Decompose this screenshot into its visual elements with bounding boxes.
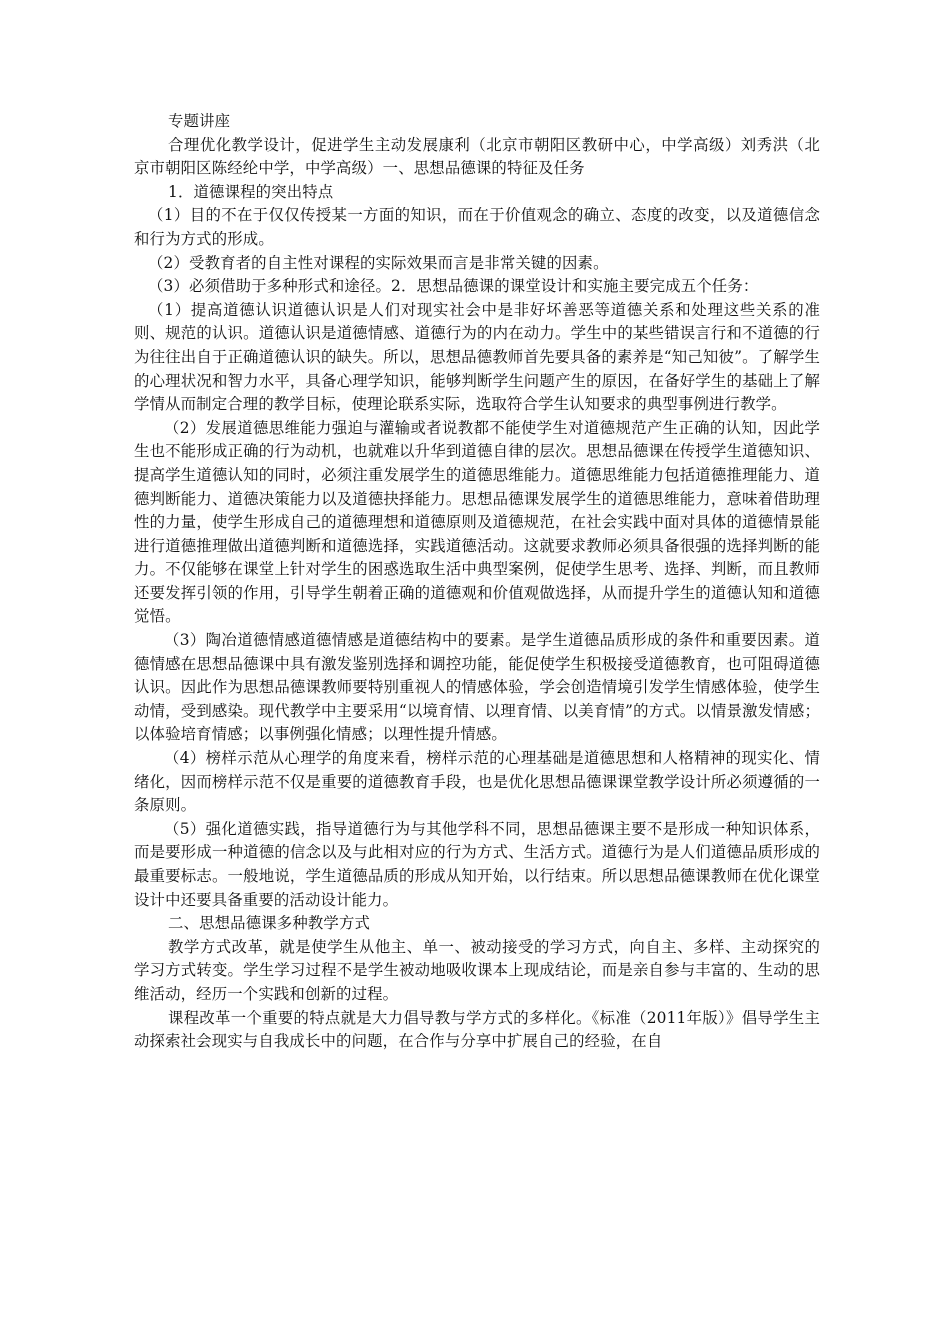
body-paragraph: （2）发展道德思维能力强迫与灌输或者说教都不能使学生对道德规范产生正确的认知，因此学生也不能形成正确的行为动机，也就难以升华到道德自律的层次。思想品德课在传授学生道德知识、提高学生道德认知的同时，必须注重发展学生的道德思维能力。道德思维能力包括道德推理能力、道德判断能力、道德决策能力以及道德抉择能力。思想品德课发展学生的道德思维能力，意味着借助理性的力量，使学生形成自己的道德理想和道德原则及道德规范，在社会实践中面对具体的道德情景能进行道德推理做出道德判断和道德选择，实践道德活动。这就要求教师必须具备很强的选择判断的能力。不仅能够在课堂上针对学生的困惑选取生活中典型案例，促使学生思考、选择、判断，而且教师还要发挥引领的作用，引导学生朝着正确的道德观和价值观做选择，从而提升学生的道德认知和道德觉悟。	[134, 418, 820, 626]
body-paragraph: （5）强化道德实践，指导道德行为与其他学科不同，思想品德课主要不是形成一种知识体系，而是要形成一种道德的信念以及与此相对应的行为方式、生活方式。道德行为是人们道德品质形成的最重要标志。一般地说，学生道德品质的形成从知开始，以行结束。所以思想品德课教师在优化课堂设计中还要具备重要的活动设计能力。	[134, 819, 820, 909]
body-paragraph: （4）榜样示范从心理学的角度来看，榜样示范的心理基础是道德思想和人格精神的现实化、情绪化，因而榜样示范不仅是重要的道德教育手段，也是优化思想品德课课堂教学设计所必须遵循的一条原则。	[134, 749, 820, 815]
body-paragraph: 教学方式改革，就是使学生从他主、单一、被动接受的学习方式，向自主、多样、主动探究的学习方式转变。学生学习过程不是学生被动地吸收课本上现成结论，而是亲自参与丰富的、生动的思维活动，经历一个实践和创新的过程。	[134, 937, 820, 1003]
body-paragraph: （2）受教育者的自主性对课程的实际效果而言是非常关键的因素。	[148, 253, 609, 272]
document-title-paragraph: 合理优化教学设计，促进学生主动发展康利（北京市朝阳区教研中心，中学高级）刘秀洪（北京市朝阳区陈经纶中学，中学高级）一、思想品德课的特征及任务	[134, 135, 820, 178]
body-paragraph: （3）陶冶道德情感道德情感是道德结构中的要素。是学生道德品质形成的条件和重要因素。道德情感在思想品德课中具有激发鉴别选择和调控功能，能促使学生积极接受道德教育，也可阻碍道德认识。因此作为思想品德课教师要特别重视人的情感体验，学会创造情境引发学生情感体验，使学生动情，受到感染。现代教学中主要采用“以境育情、以理育情、以美育情”的方式。以情景激发情感；以体验培育情感；以事例强化情感；以理性提升情感。	[134, 631, 820, 744]
body-paragraph: （1）目的不在于仅仅传授某一方面的知识，而在于价值观念的确立、态度的改变，以及道德信念和行为方式的形成。	[134, 206, 820, 248]
body-paragraph: （1）提高道德认识道德认识是人们对现实社会中是非好坏善恶等道德关系和处理这些关系的准则、规范的认识。道德认识是道德情感、道德行为的内在动力。学生中的某些错误言行和不道德的行为往往出自于正确道德认识的缺失。所以，思想品德教师首先要具备的素养是“知己知彼”。了解学生的心理状况和智力水平，具备心理学知识，能够判断学生问题产生的原因，在备好学生的基础上了解学情从而制定合理的教学目标，使理论联系实际，选取符合学生认知要求的典型事例进行教学。	[134, 300, 820, 414]
document-page	[134, 110, 820, 1310]
document-category: 专题讲座	[168, 112, 231, 130]
section-heading: 二、思想品德课多种教学方式	[168, 914, 371, 933]
body-paragraph: 课程改革一个重要的特点就是大力倡导教与学方式的多样化。《标准（2011年版）》倡导学生主动探索社会现实与自我成长中的问题，在合作与分享中扩展自己的经验，在自	[134, 1008, 820, 1051]
body-paragraph: （3）必须借助于多种形式和途径。2．思想品德课的课堂设计和实施主要完成五个任务：	[148, 277, 759, 296]
section-heading: 1．道德课程的突出特点	[168, 182, 334, 201]
